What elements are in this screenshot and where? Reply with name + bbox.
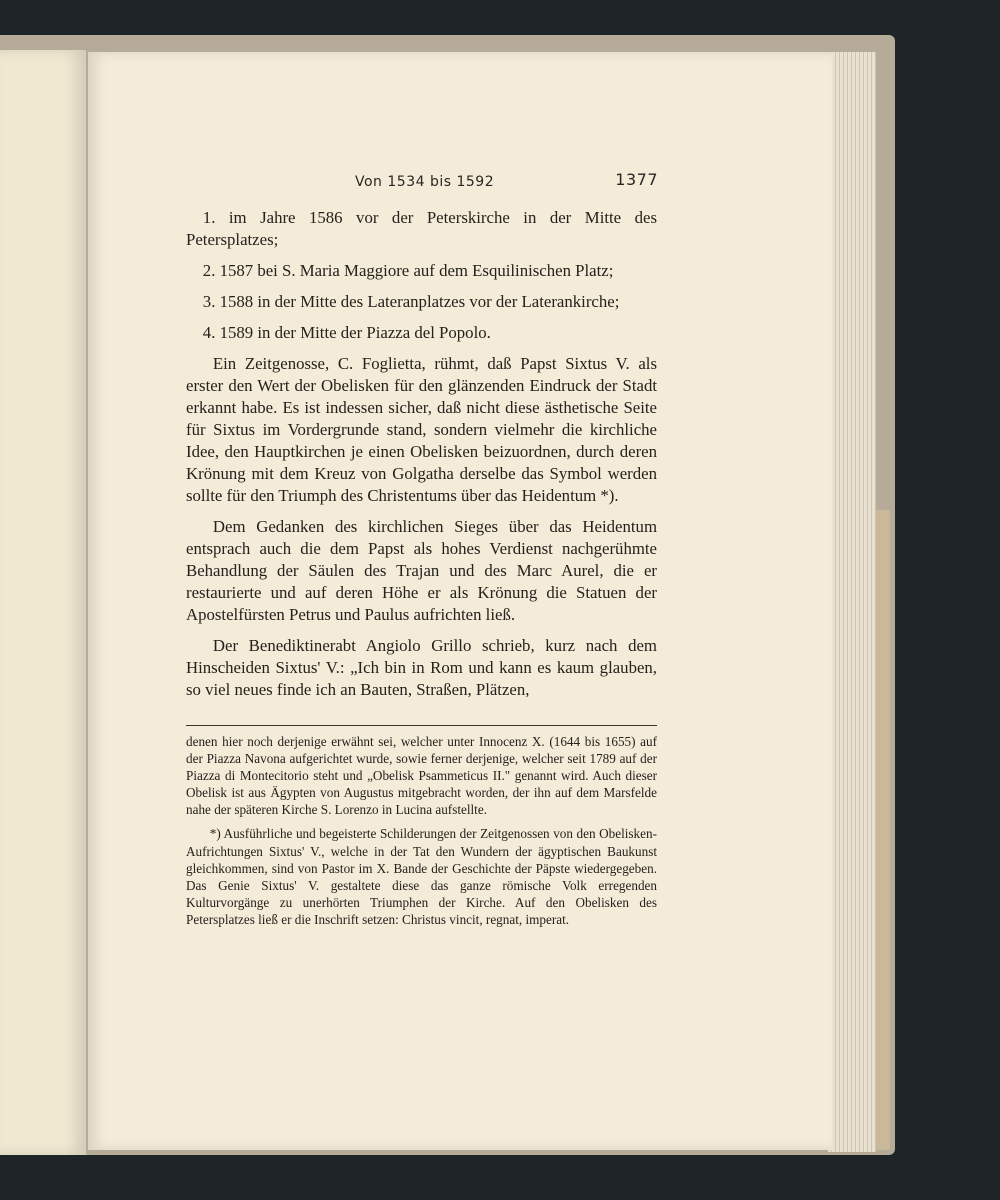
left-page	[0, 50, 86, 1155]
list-item: 1. im Jahre 1586 vor der Peterskirche in der Mitte des Petersplatzes;	[186, 208, 657, 249]
main-text	[186, 207, 657, 710]
list-item: 2. 1587 bei S. Maria Maggiore auf dem Esquilinischen Platz;	[202, 261, 614, 280]
page-number: 1377	[615, 170, 658, 189]
footnote: denen hier noch derjenige erwähnt sei, welcher unter Innocenz X. (1644 bis 1655) auf der Piazza Navona aufgerichtet wurde, sowie ferner derjenige, welcher seit 1789 auf der Piazza di Montecitorio steht und „Obelisk Psammeticus II." genannt wird. Auch dieser Obelisk ist aus Ägypten von Augustus mitgebracht worden, der ihn auf dem Marsfelde nahe der späteren Kirche S. Lorenzo in Lucina aufstellte.	[186, 734, 657, 818]
footnote-rule	[186, 725, 657, 726]
paragraph: Dem Gedanken des kirchlichen Sieges über das Heidentum entsprach auch die dem Papst als hohes Verdienst nachgerühmte Behandlung der Säulen des Trajan und des Marc Aurel, die er restaurierte und auf deren Höhe er als Krönung die Statuen der Apostelfürsten Petrus und Paulus aufrichten ließ.	[186, 517, 657, 624]
footnote: *) Ausführliche und begeisterte Schilderungen der Zeitgenossen von den Obelisken-Aufrichtungen Sixtus' V., welche in der Tat den Wundern der ägyptischen Baukunst gleichkommen, sind von Pastor im X. Bande der Geschichte der Päpste wiedergegeben. Das Genie Sixtus' V. gestaltete diese das ganze römische Volk erregenden Kulturvorgänge zu unerhörten Triumphen der Kirche. Auf den Obelisken des Petersplatzes ließ er die Inschrift setzen: Christus vincit, regnat, imperat.	[186, 826, 657, 927]
list-item: 3. 1588 in der Mitte des Lateranplatzes vor der Laterankirche;	[202, 292, 620, 311]
list-item: 4. 1589 in der Mitte der Piazza del Popolo.	[202, 323, 491, 342]
running-title: Von 1534 bis 1592	[355, 174, 495, 190]
page-edges	[828, 52, 876, 1152]
footnotes	[186, 733, 657, 935]
paragraph: Der Benediktinerabt Angiolo Grillo schrieb, kurz nach dem Hinscheiden Sixtus' V.: „Ich bin in Rom und kann es kaum glauben, so viel neues finde ich an Bauten, Straßen, Plätzen,	[186, 636, 657, 699]
page-header	[355, 170, 658, 194]
paragraph: Ein Zeitgenosse, C. Foglietta, rühmt, daß Papst Sixtus V. als erster den Wert der Obelisken für den glänzenden Eindruck der Stadt erkannt habe. Es ist indessen sicher, daß nicht diese ästhetische Seite für Sixtus im Vordergrunde stand, sondern vielmehr die kirchliche Idee, den Hauptkirchen je einen Obelisken beizuordnen, durch deren Krönung mit dem Kreuz von Golgatha derselbe das Symbol werden sollte für den Triumph des Christentums über das Heidentum *).	[186, 354, 657, 505]
bookmark-ribbon	[876, 510, 890, 1150]
